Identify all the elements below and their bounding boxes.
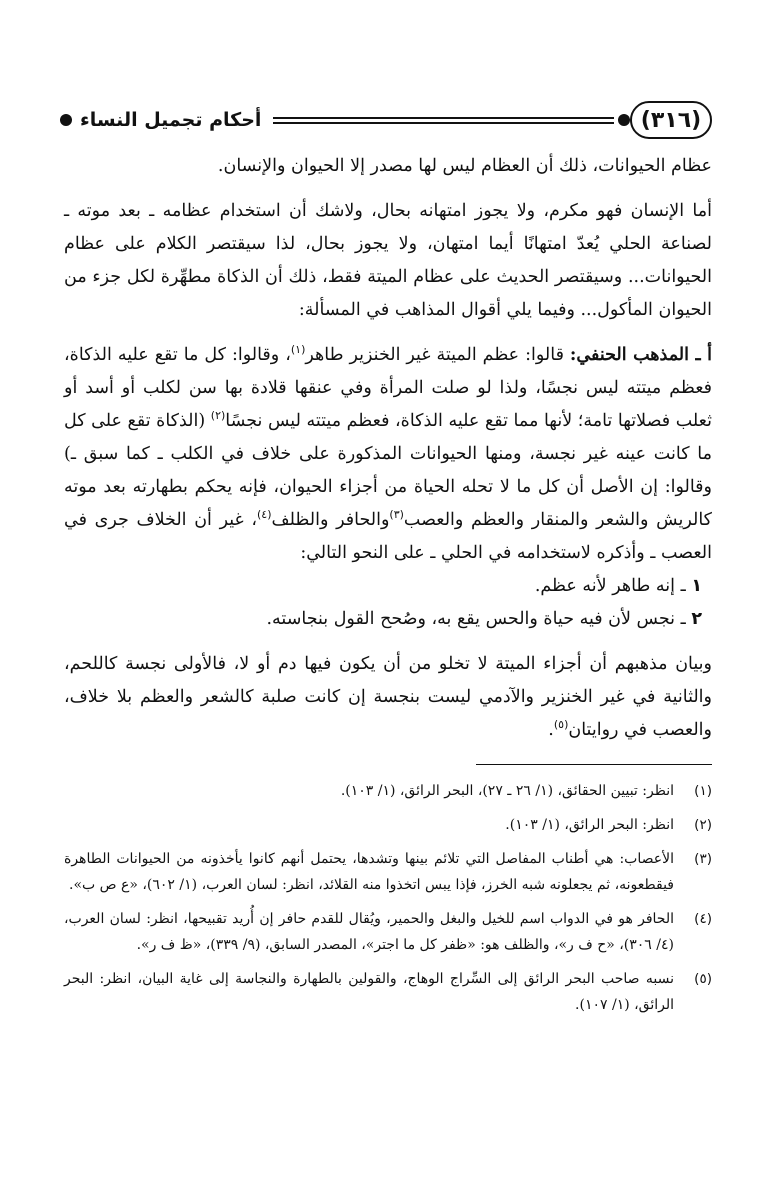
section-heading-hanafi: أ ـ المذهب الحنفي: (569, 345, 712, 365)
footnote-number: (٥) (694, 971, 712, 987)
footnote-number: (١) (694, 783, 712, 799)
footnote-ref-1[interactable]: (١) (290, 343, 306, 357)
footnote-1 (64, 778, 712, 804)
header-dot-ornament (60, 114, 72, 126)
text-run: قالوا: عظم الميتة غير الخنزير طاهر (305, 345, 564, 365)
footnote-separator (476, 764, 712, 765)
footnote-text: نسبه صاحب البحر الرائق إلى السِّراج الوهاج، والقولين بالطهارة والنجاسة إلى غاية البيان، انظر: البحر الرائق، (١/ ١٠٧). (64, 971, 674, 1013)
paragraph-intro: عظام الحيوانات، ذلك أن العظام ليس لها مصدر إلا الحيوان والإنسان. (217, 156, 712, 176)
footnote-4 (64, 906, 712, 958)
text-run: والحافر والظلف (271, 510, 390, 530)
paragraph-explanation (64, 648, 712, 747)
footnote-number: (٣) (694, 851, 712, 867)
footnote-ref-4[interactable]: (٤) (257, 508, 272, 522)
header-double-rule (273, 117, 614, 124)
footnote-ref-3[interactable]: (٣) (389, 508, 404, 522)
opinions-list (64, 570, 712, 636)
paragraph-human-bones: أما الإنسان فهو مكرم، ولا يجوز امتهانه بحال، ولاشك أن استخدام عظامه ـ بعد موته ـ لصناعة الحلي يُعدّ امتهانًا أيما امتهان، ولا يجوز بحال، لذا سيقتصر الكلام على عظام الحيوانات... وسيقتصر الحديث على عظام الميتة فقط، ذلك أن الذكاة مطهِّرة لكل جزء من الحيوان المأكول... وفيما يلي أقوال المذاهب في المسألة: (64, 201, 712, 320)
list-item (64, 570, 712, 603)
paragraph-hanafi-school (64, 339, 712, 570)
main-text (64, 150, 712, 747)
footnote-ref-2[interactable]: (٢) (210, 409, 226, 423)
text-run: ، غير أن الخلاف جرى في العصب ـ وأذكره لاستخدامه في الحلي ـ على النحو التالي: (64, 510, 712, 563)
footnote-number: (٤) (694, 911, 712, 927)
running-header (60, 96, 712, 144)
footnote-ref-5[interactable]: (٥) (553, 718, 569, 732)
list-item-text: ـ إنه طاهر لأنه عظم. (534, 576, 686, 596)
footnote-3 (64, 846, 712, 898)
text-run: (الذكاة تقع على كل ما كانت عينه غير نجسة، ومنها الحيوانات المذكورة على خلاف في الكلب ـ كما سبق ـ) وقالوا: إن الأصل أن كل ما لا تحله الحياة من أجزاء الحيوان، فإنه يحكم بطهارته بعد موته كالريش والشعر والمنقار والعظم والعصب (64, 411, 712, 530)
footnote-5 (64, 966, 712, 1018)
list-item (64, 603, 712, 636)
page-number: (٣١٦) (630, 101, 712, 139)
footnote-number: (٢) (694, 817, 712, 833)
list-item-number: ٢ (691, 609, 702, 629)
footnote-text: الحافر هو في الدواب اسم للخيل والبغل والحمير، ويُقال للقدم حافر إن أُريد تقبيحها، انظر: لسان العرب، (٤/ ٣٠٦)، «ح ف ر»، والظلف هو: «ظفر كل ما اجتر»، المصدر السابق، (٩/ ٣٣٩)، «ظ ف ر». (64, 911, 674, 953)
footnote-2 (64, 812, 712, 838)
list-item-text: ـ نجس لأن فيه حياة والحس يقع به، وصُحح القول بنجاسته. (266, 609, 686, 629)
footnote-text: انظر: البحر الرائق، (١/ ١٠٣). (505, 817, 674, 833)
text-run: . (548, 720, 554, 740)
footnote-text: الأعصاب: هي أطناب المفاصل التي تلائم بينها وتشدها، يحتمل أنهم كانوا يأخذونه من الحيوانات الطاهرة فيقطعونه، ثم يجعلونه شبه الخرز، فإذا يبس اتخذوا منه القلائد، انظر: لسان العرب، (١/ ٦٠٢)، «ع ص ب». (64, 851, 674, 893)
footnotes (64, 778, 712, 1026)
book-title: أحكام تجميل النساء (80, 109, 262, 131)
header-dot-ornament (618, 114, 630, 126)
footnote-text: انظر: تبيين الحقائق، (١/ ٢٦ ـ ٢٧)، البحر الرائق، (١/ ١٠٣). (340, 783, 674, 799)
text-run: وبيان مذهبهم أن أجزاء الميتة لا تخلو من أن يكون فيها دم أو لا، فالأولى نجسة كاللحم، والثانية في غير الخنزير والآدمي ليست بنجسة إن كانت صلبة كالشعر والعظم بلا خلاف، والعصب في روايتان (64, 654, 712, 740)
text-run: ، وقالوا: كل ما تقع عليه الذكاة، فعظم ميتته ليس نجسًا، ولذا لو صلت المرأة وفي عنقها قلادة بها سن لكلب أو أسد أو ثعلب فصلاتها تامة؛ لأنها مما تقع عليه الذكاة، فعظم ميتته ليس نجسًا (64, 345, 712, 431)
list-item-number: ١ (691, 576, 702, 596)
